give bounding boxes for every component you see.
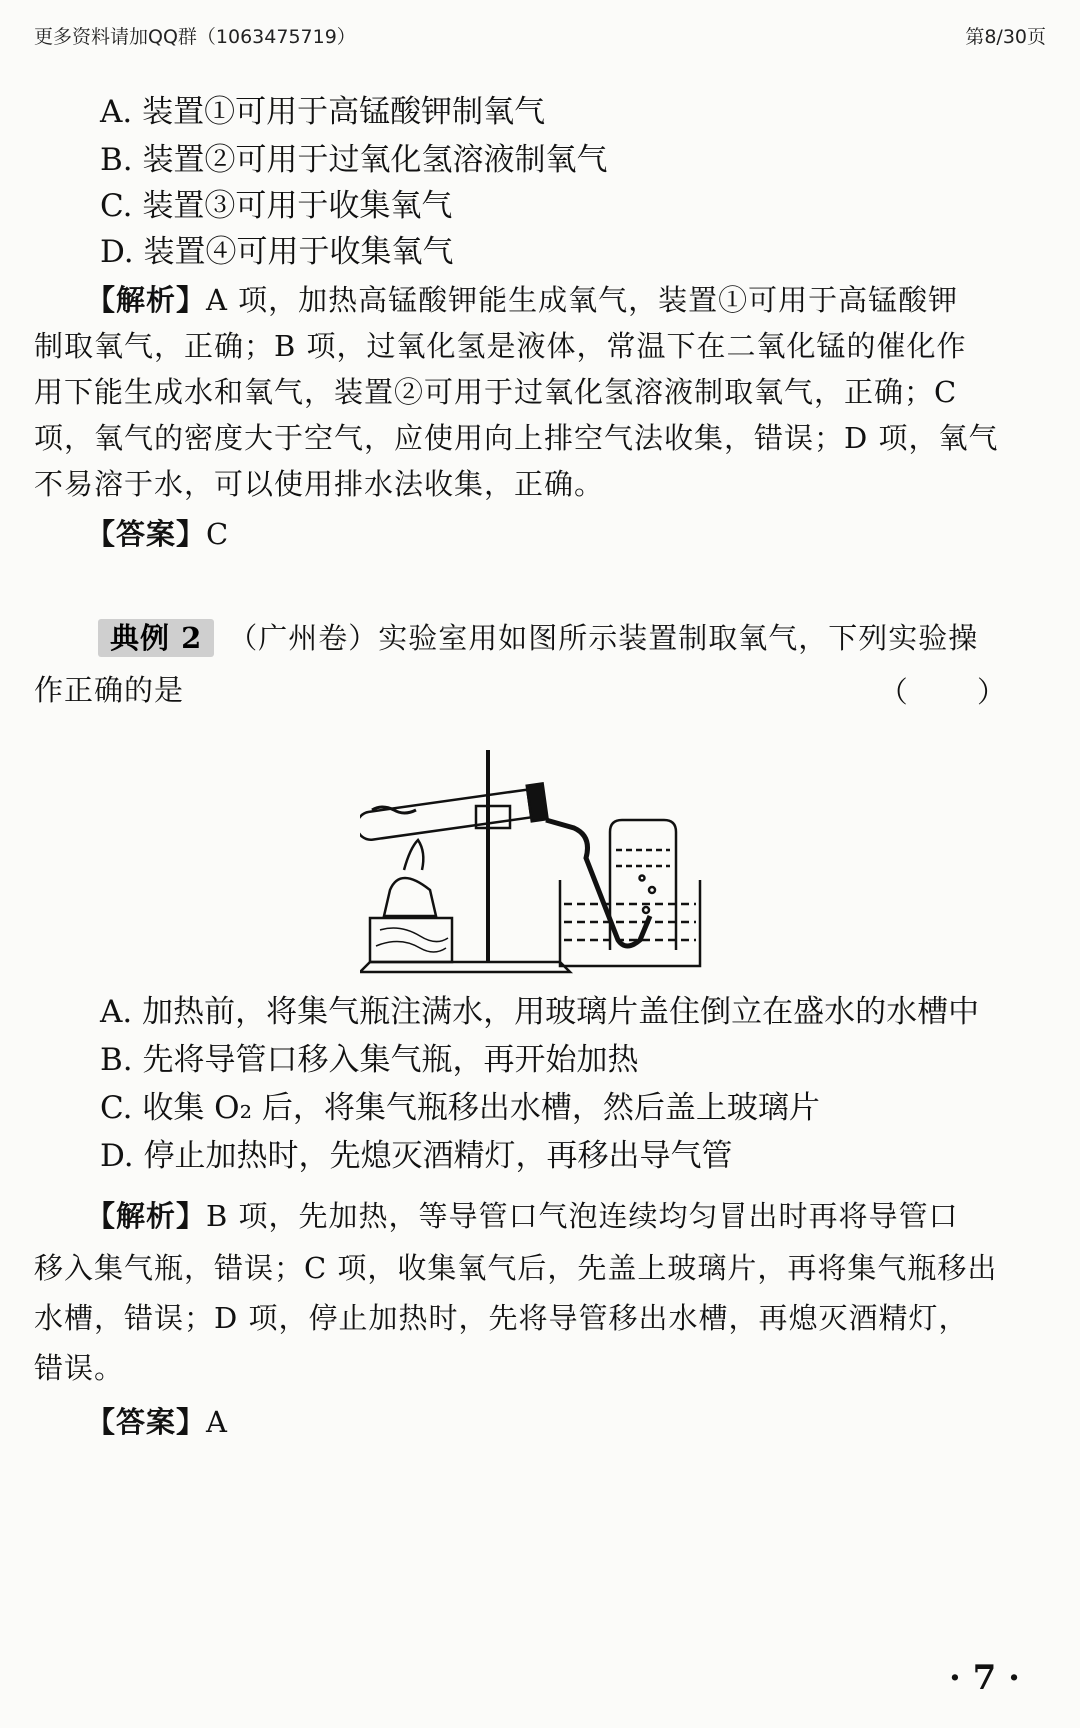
q1-option-b: B. 装置②可用于过氧化氢溶液制氧气 xyxy=(100,142,608,178)
wooden-block xyxy=(370,918,452,962)
example2-option-d: D. 停止加热时，先熄灭酒精灯，再移出导气管 xyxy=(100,1138,733,1174)
example2-option-b: B. 先将导管口移入集气瓶，再开始加热 xyxy=(100,1042,639,1078)
example2-analysis-line-3: 水槽，错误；D 项，停止加热时，先将导管移出水槽，再熄灭酒精灯， xyxy=(34,1301,969,1335)
example2-stem-line-2: 作正确的是 xyxy=(34,673,185,707)
example2-option-a: A. 加热前，将集气瓶注满水，用玻璃片盖住倒立在盛水的水槽中 xyxy=(100,994,980,1030)
q1-answer: 【答案】C xyxy=(86,517,230,551)
example2-analysis-line-2: 移入集气瓶，错误；C 项，收集氧气后，先盖上玻璃片，再将集气瓶移出 xyxy=(34,1251,998,1285)
header-left: 更多资料请加QQ群（1063475719） xyxy=(34,26,356,48)
q1-analysis-line-5: 不易溶于水，可以使用排水法收集，正确。 xyxy=(34,467,605,501)
q1-analysis-line-4: 项，氧气的密度大于空气，应使用向上排空气法收集，错误；D 项，氧气 xyxy=(34,421,999,455)
q1-analysis-line-2: 制取氧气，正确；B 项，过氧化氢是液体，常温下在二氧化锰的催化作 xyxy=(34,329,967,363)
header-page-indicator: 第8/30页 xyxy=(965,26,1046,48)
q1-option-d: D. 装置④可用于收集氧气 xyxy=(100,234,454,270)
example2-stem-line-1: 典例 2 （广州卷）实验室用如图所示装置制取氧气，下列实验操 xyxy=(98,618,1046,658)
example2-answer: 【答案】A xyxy=(86,1405,228,1439)
test-tube xyxy=(360,783,548,845)
q1-analysis-line-3: 用下能生成水和氧气，装置②可用于过氧化氢溶液制取氧气，正确；C xyxy=(34,375,958,409)
example2-analysis-label: 【解析】 xyxy=(86,1199,207,1233)
alcohol-lamp xyxy=(384,878,436,916)
iron-stand-base xyxy=(360,962,570,972)
flame xyxy=(404,840,423,870)
q1-analysis-line-1: 【解析】A 项，加热高锰酸钾能生成氧气，装置①可用于高锰酸钾 xyxy=(86,283,959,317)
oxygen-apparatus-diagram xyxy=(360,740,720,978)
example2-option-c: C. 收集 O₂ 后，将集气瓶移出水槽，然后盖上玻璃片 xyxy=(100,1090,820,1126)
example2-analysis-line-1: 【解析】B 项，先加热，等导管口气泡连续均匀冒出时再将导管口 xyxy=(86,1199,959,1233)
example2-analysis-line-4: 错误。 xyxy=(34,1351,125,1385)
q1-option-c: C. 装置③可用于收集氧气 xyxy=(100,188,453,224)
q1-option-a: A. 装置①可用于高锰酸钾制氧气 xyxy=(100,94,546,130)
q1-analysis-label: 【解析】 xyxy=(86,283,207,317)
example-badge: 典例 2 xyxy=(98,619,214,657)
answer-blank: （ ） xyxy=(878,675,1036,709)
page-number: · 7 · xyxy=(948,1658,1020,1698)
